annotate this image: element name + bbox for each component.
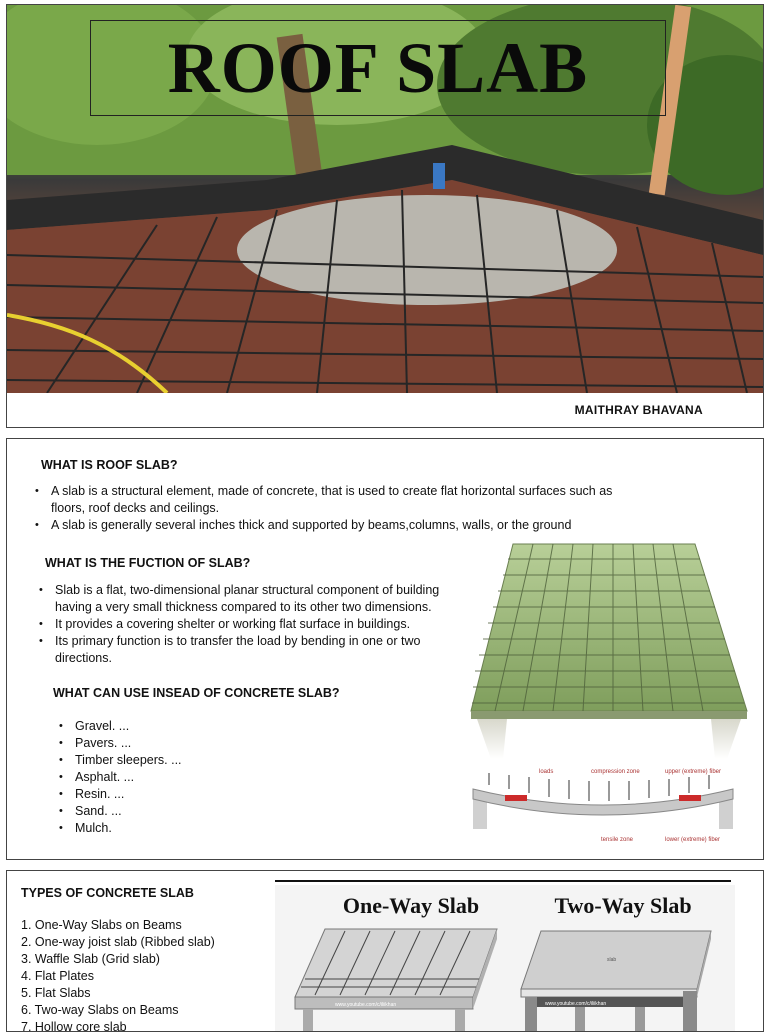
bullet: • It provides a covering shelter or working flat surface in buildings. (35, 616, 459, 633)
one-way-slab-label: One-Way Slab (342, 893, 480, 918)
list-item: • Timber sleepers. ... (55, 752, 315, 769)
slide-types (6, 870, 764, 1032)
list-item: • Gravel. ... (55, 718, 315, 735)
label-lower-fiber: lower (extreme) fiber (665, 837, 721, 843)
bullet: • Slab is a flat, two-dimensional planar structural component of building having a very small thickness compared to its other two dimensions. (35, 582, 459, 616)
bending-diagram (469, 765, 753, 845)
heading-alternatives: WHAT CAN USE INSEAD OF CONCRETE SLAB? (53, 686, 340, 700)
alternatives-list (55, 718, 315, 837)
types-list (21, 917, 271, 1032)
list-item: • Mulch. (55, 820, 315, 837)
function-bullets-clip (35, 582, 459, 677)
author-name: MAITHRAY BHAVANA (574, 403, 703, 417)
slab-types-image (275, 879, 735, 1032)
watermark-url: www.youtube.com/c/iliikhan (545, 1001, 607, 1007)
list-item: • Asphalt. ... (55, 769, 315, 786)
page-title: ROOF SLAB (167, 27, 589, 108)
list-item: 6. Two-way Slabs on Beams (21, 1003, 179, 1017)
list-item: 4. Flat Plates (21, 969, 94, 983)
list-item: 1. One-Way Slabs on Beams (21, 918, 182, 932)
watermark-url: www.youtube.com/c/iliikhan (335, 1002, 397, 1008)
bullet: • A slab is generally several inches thick and supported by beams,columns, walls, or the ground (31, 517, 671, 534)
label-compression-zone: compression zone (591, 769, 640, 775)
slab-mark: slab (607, 957, 617, 963)
heading-what-is-roof-slab: WHAT IS ROOF SLAB? (41, 458, 178, 472)
label-tensile-zone: tensile zone (601, 837, 634, 843)
slide-definition (6, 438, 764, 860)
bullet: • A slab is a structural element, made of concrete, that is used to create flat horizontal surfaces such as floors, roof decks and ceilings. (31, 483, 671, 517)
list-item: • Resin. ... (55, 786, 315, 803)
bullet: • Its primary function is to transfer the load by bending in one or two directions. (35, 633, 459, 667)
function-bullets (35, 582, 459, 667)
heading-function: WHAT IS THE FUCTION OF SLAB? (45, 556, 251, 570)
list-item: • Pavers. ... (55, 735, 315, 752)
label-loads: loads (539, 769, 554, 775)
list-item: 5. Flat Slabs (21, 986, 91, 1000)
title-frame (90, 20, 666, 116)
slide-title (6, 4, 764, 428)
two-way-slab-label: Two-Way Slab (554, 893, 692, 918)
list-item: 2. One-way joist slab (Ribbed slab) (21, 935, 215, 949)
heading-types: TYPES OF CONCRETE SLAB (21, 886, 194, 900)
slab-3d-image (463, 539, 753, 759)
list-item: 7. Hollow core slab (21, 1020, 127, 1032)
roof-slab-bullets (31, 483, 671, 534)
list-item: 3. Waffle Slab (Grid slab) (21, 952, 160, 966)
label-upper-fiber: upper (extreme) fiber (665, 769, 722, 775)
list-item: • Sand. ... (55, 803, 315, 820)
